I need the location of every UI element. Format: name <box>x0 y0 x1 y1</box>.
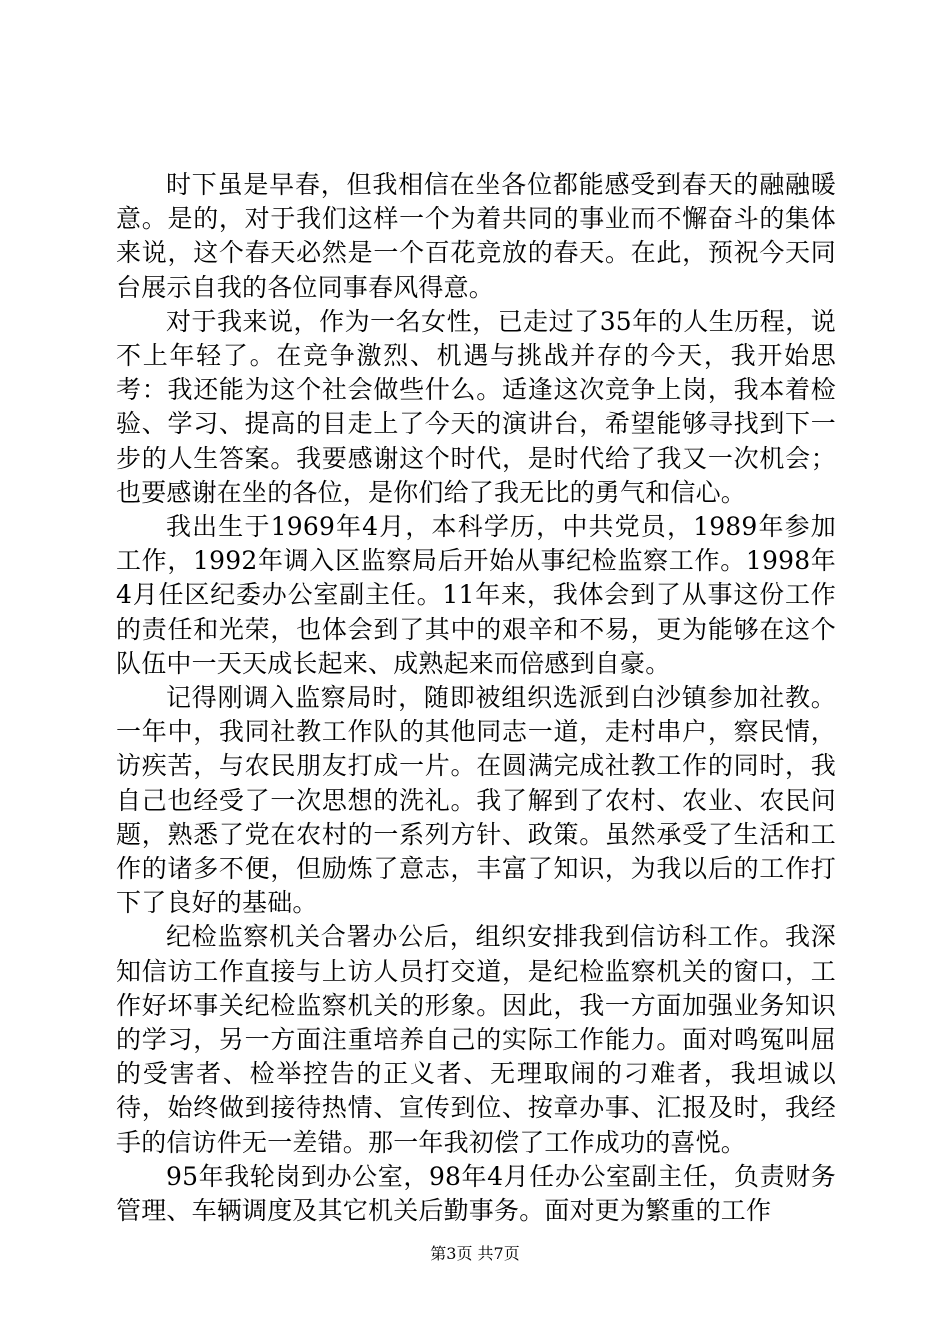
paragraph-3: 我出生于1969年4月，本科学历，中共党员，1989年参加工作，1992年调入区监察局后开始从事纪检监察工作。1998年4月任区纪委办公室副主任。11年来，我体会到了从事这份工作的责任和光荣，也体会到了其中的艰辛和不易，更为能够在这个队伍中一天天成长起来、成熟起来而倍感到自豪。 <box>116 512 836 678</box>
paragraph-1: 时下虽是早春，但我相信在坐各位都能感受到春天的融融暖意。是的，对于我们这样一个为着共同的事业而不懈奋斗的集体来说，这个春天必然是一个百花竞放的春天。在此，预祝今天同台展示自我的各位同事春风得意。 <box>116 170 836 302</box>
paragraph-6: 95年我轮岗到办公室，98年4月任办公室副主任，负责财务管理、车辆调度及其它机关后勤事务。面对更为繁重的工作 <box>116 1161 836 1226</box>
page-footer: 第3页 共7页 <box>430 1244 520 1263</box>
paragraph-5: 纪检监察机关合署办公后，组织安排我到信访科工作。我深知信访工作直接与上访人员打交道，是纪检监察机关的窗口，工作好坏事关纪检监察机关的形象。因此，我一方面加强业务知识的学习，另一方面注重培养自己的实际工作能力。面对鸣冤叫屈的受害者、检举控告的正义者、无理取闹的刁难者，我坦诚以待，始终做到接待热情、宣传到位、按章办事、汇报及时，我经手的信访件无一差错。那一年我初偿了工作成功的喜悦。 <box>116 922 836 1157</box>
paragraph-2: 对于我来说，作为一名女性，已走过了35年的人生历程，说不上年轻了。在竞争激烈、机遇与挑战并存的今天，我开始思考：我还能为这个社会做些什么。适逢这次竞争上岗，我本着检验、学习、提高的目走上了今天的演讲台，希望能够寻找到下一步的人生答案。我要感谢这个时代，是时代给了我又一次机会；也要感谢在坐的各位，是你们给了我无比的勇气和信心。 <box>116 306 836 507</box>
paragraph-4: 记得刚调入监察局时，随即被组织选派到白沙镇参加社教。一年中，我同社教工作队的其他同志一道，走村串户，察民情，访疾苦，与农民朋友打成一片。在圆满完成社教工作的同时，我自己也经受了一次思想的洗礼。我了解到了农村、农业、农民问题，熟悉了党在农村的一系列方针、政策。虽然承受了生活和工作的诸多不便，但励炼了意志，丰富了知识，为我以后的工作打下了良好的基础。 <box>116 683 836 918</box>
document-body <box>116 168 836 1228</box>
